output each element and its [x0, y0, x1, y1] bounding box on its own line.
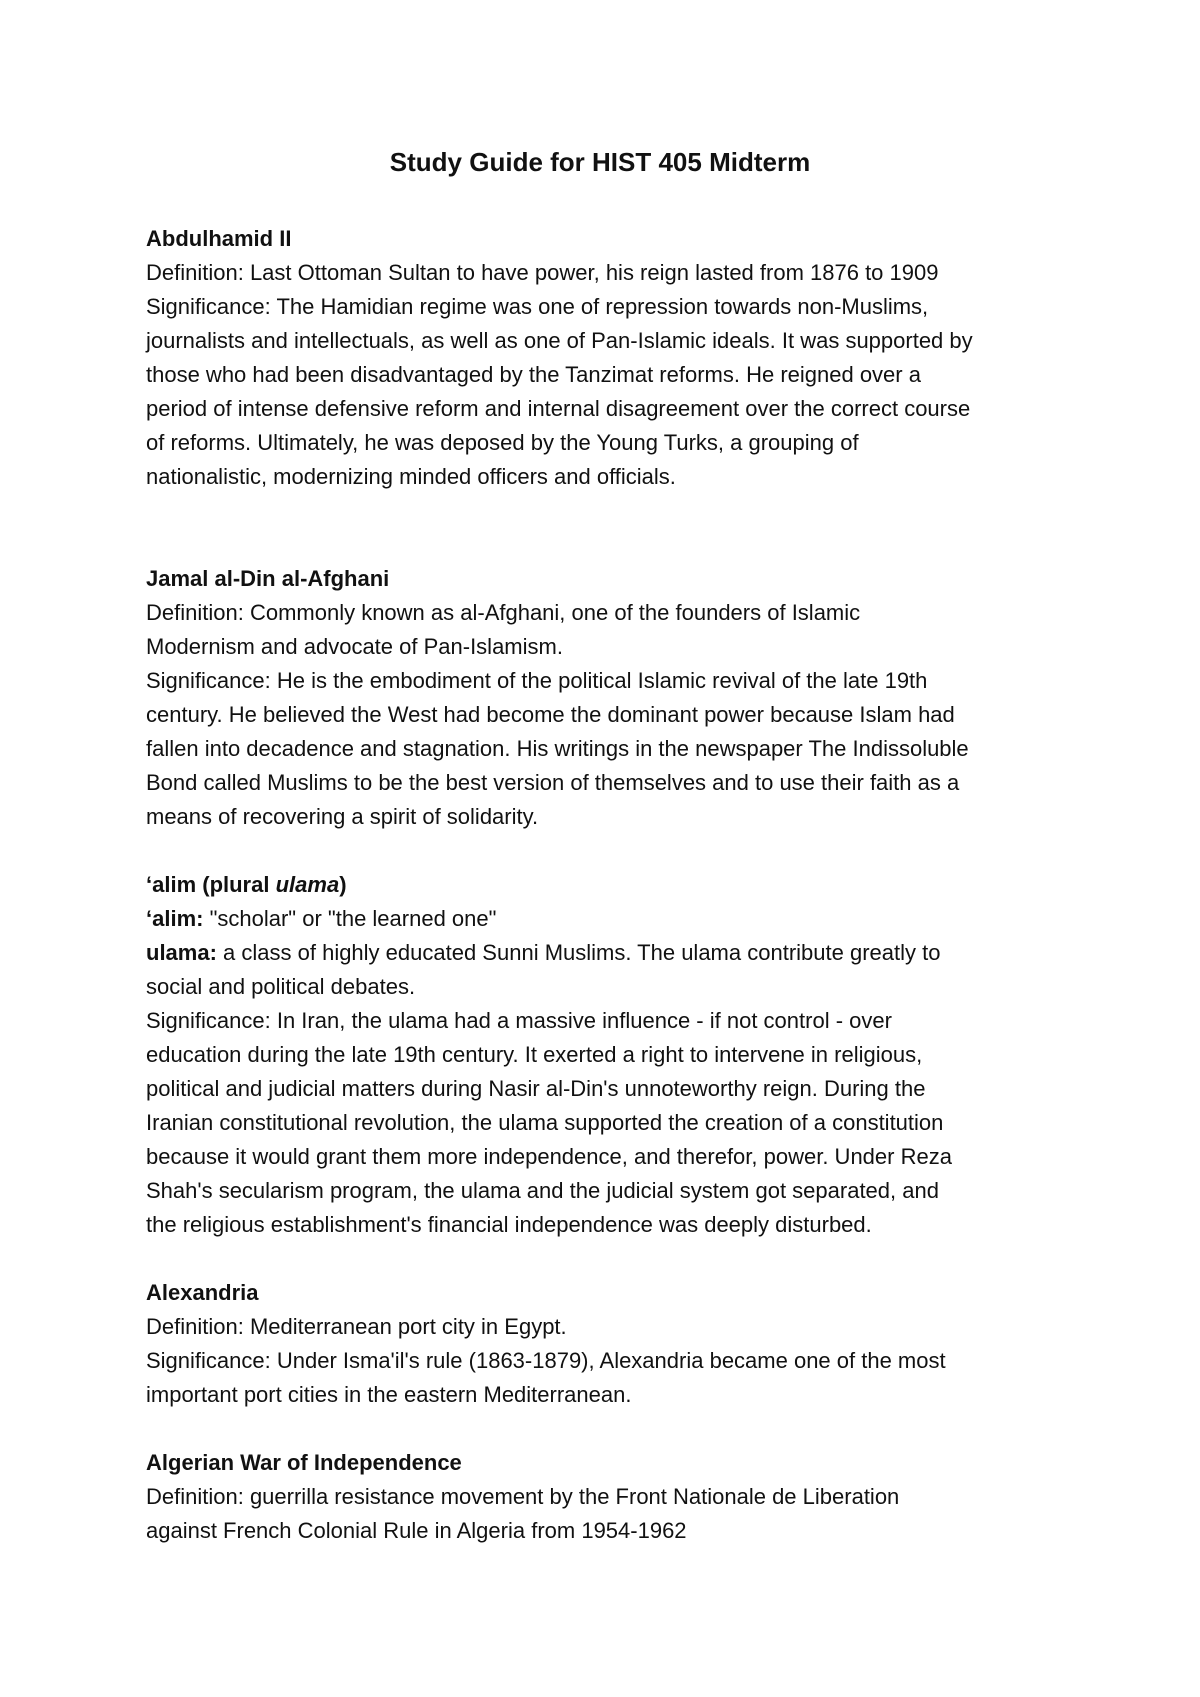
entry-line: because it would grant them more independence, and therefor, power. Under Reza	[146, 1144, 952, 1169]
term-definition: "scholar" or "the learned one"	[203, 906, 497, 931]
entry-line: Significance: In Iran, the ulama had a massive influence - if not control - over	[146, 1008, 892, 1033]
entry-line: Definition: Commonly known as al-Afghani, one of the founders of Islamic	[146, 600, 861, 625]
entry-alim	[146, 868, 1076, 1242]
term-label: ulama:	[146, 940, 217, 965]
entry-line: Definition: Mediterranean port city in Egypt.	[146, 1314, 567, 1339]
spacer	[146, 494, 1076, 562]
spacer	[146, 1242, 1076, 1276]
entry-heading	[146, 868, 1076, 902]
entry-line: Definition: Last Ottoman Sultan to have power, his reign lasted from 1876 to 1909	[146, 260, 939, 285]
entry-line: Bond called Muslims to be the best version of themselves and to use their faith as a	[146, 770, 960, 795]
entry-line: the religious establishment's financial independence was deeply disturbed.	[146, 1212, 872, 1237]
document-title: Study Guide for HIST 405 Midterm	[389, 147, 811, 177]
entry-line: of reforms. Ultimately, he was deposed by the Young Turks, a grouping of	[146, 430, 859, 455]
entry-line: Modernism and advocate of Pan-Islamism.	[146, 634, 563, 659]
entry-line: fallen into decadence and stagnation. His writings in the newspaper The Indissoluble	[146, 736, 969, 761]
entry-algerian-war	[146, 1446, 1076, 1548]
entry-line: against French Colonial Rule in Algeria from 1954-1962	[146, 1518, 687, 1543]
entry-line: social and political debates.	[146, 974, 416, 999]
term-definition: a class of highly educated Sunni Muslims. The ulama contribute greatly to	[216, 940, 941, 965]
spacer	[146, 1412, 1076, 1446]
entry-afghani	[146, 562, 1076, 834]
entry-line: those who had been disadvantaged by the Tanzimat reforms. He reigned over a	[146, 362, 921, 387]
spacer	[146, 834, 1076, 868]
entry-line: Definition: guerrilla resistance movement by the Front Nationale de Liberation	[146, 1484, 900, 1509]
heading-italic-term: ulama	[275, 872, 340, 897]
entry-line: Significance: He is the embodiment of the political Islamic revival of the late 19th	[146, 668, 928, 693]
entry-line	[146, 902, 1076, 936]
entry-line: Shah's secularism program, the ulama and the judicial system got separated, and	[146, 1178, 939, 1203]
entry-line: political and judicial matters during Nasir al-Din's unnoteworthy reign. During the	[146, 1076, 926, 1101]
term-label: ‘alim:	[146, 906, 204, 931]
entry-line: education during the late 19th century. It exerted a right to intervene in religious,	[146, 1042, 923, 1067]
entry-line: period of intense defensive reform and internal disagreement over the correct course	[146, 396, 971, 421]
entry-heading: Alexandria	[146, 1280, 259, 1305]
entry-line: century. He believed the West had become the dominant power because Islam had	[146, 702, 955, 727]
entry-line: important port cities in the eastern Mediterranean.	[146, 1382, 632, 1407]
entry-heading: Jamal al-Din al-Afghani	[146, 566, 390, 591]
heading-suffix: )	[339, 872, 347, 897]
entry-line: Significance: The Hamidian regime was one of repression towards non-Muslims,	[146, 294, 929, 319]
entry-line: nationalistic, modernizing minded officers and officials.	[146, 464, 676, 489]
heading-prefix: ‘alim (plural	[146, 872, 276, 897]
entry-line: Iranian constitutional revolution, the ulama supported the creation of a constitution	[146, 1110, 944, 1135]
entry-line: means of recovering a spirit of solidarity.	[146, 804, 539, 829]
entry-line	[146, 936, 1076, 970]
entry-line: Significance: Under Isma'il's rule (1863-1879), Alexandria became one of the most	[146, 1348, 946, 1373]
entry-alexandria	[146, 1276, 1076, 1412]
entry-abdulhamid	[146, 222, 1076, 494]
entry-line: journalists and intellectuals, as well as one of Pan-Islamic ideals. It was supported by	[146, 328, 973, 353]
entry-heading: Abdulhamid II	[146, 226, 292, 251]
document-body	[146, 222, 1076, 1548]
entry-heading: Algerian War of Independence	[146, 1450, 462, 1475]
